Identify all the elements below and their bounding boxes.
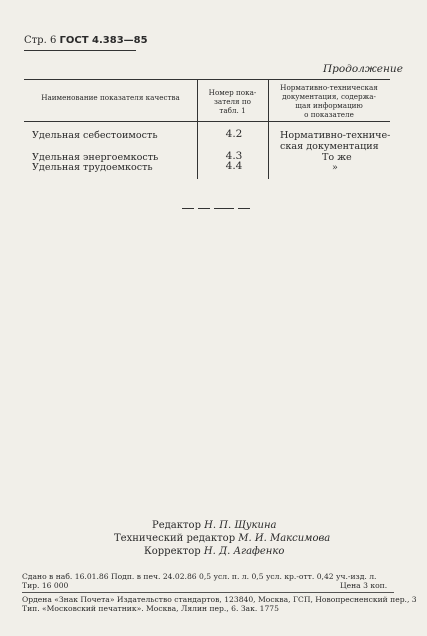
end-dash-2: [198, 208, 210, 209]
imprint-line-2-right: Цена 3 коп.: [340, 581, 388, 590]
end-dash-1: [182, 208, 194, 209]
row-number-1: 4.2: [225, 128, 243, 140]
continuation-label: Продолжение: [323, 63, 403, 75]
page-number: Стр. 6: [24, 35, 57, 46]
col-header-number: Номер пока- зателя по табл. 1: [208, 88, 257, 115]
end-dash-3: [214, 208, 234, 209]
row-name-1: Удельная себестоимость: [32, 130, 158, 141]
table-header-rule: [24, 121, 390, 122]
corrector-line: Корректор Н. Д. Агафенко: [144, 546, 285, 557]
editor-line: Редактор Н. П. Щукина: [152, 520, 277, 531]
row-name-3: Удельная трудоемкость: [32, 162, 153, 173]
row-doc-3: »: [332, 162, 338, 173]
imprint-line-3: Ордена «Знак Почета» Издательство стандартов, 123840, Москва, ГСП, Новопресненский пер., 3: [22, 595, 417, 604]
end-dash-4: [238, 208, 250, 209]
imprint-rule: [22, 592, 394, 593]
row-number-3: 4.4: [225, 160, 243, 172]
row-number-2: 4.3: [225, 150, 243, 162]
row-name-2: Удельная энергоемкость: [32, 152, 159, 163]
row-doc-1: Нормативно-техниче- ская документация: [280, 130, 391, 152]
page-header: [24, 35, 148, 46]
header-rule: [24, 50, 136, 51]
table-top-rule: [24, 79, 390, 80]
tech-editor-line: Технический редактор М. И. Максимова: [114, 533, 331, 544]
imprint-line-2-left: Тир. 16 000: [22, 581, 69, 590]
imprint-line-4: Тип. «Московский печатник». Москва, Лялин пер., 6. Зак. 1775: [22, 604, 279, 613]
col-header-name: Наименование показателя качества: [41, 93, 180, 102]
col-header-doc: Нормативно-техническая документация, содержа- щая информацию о показателе: [280, 83, 378, 119]
row-doc-2: То же: [322, 152, 352, 163]
gost-number: ГОСТ 4.383—85: [59, 35, 148, 46]
imprint-line-1: Сдано в наб. 16.01.86 Подп. в печ. 24.02.86 0,5 усл. п. л. 0,5 усл. кр.-отт. 0,42 уч.-изд. л.: [22, 572, 377, 581]
